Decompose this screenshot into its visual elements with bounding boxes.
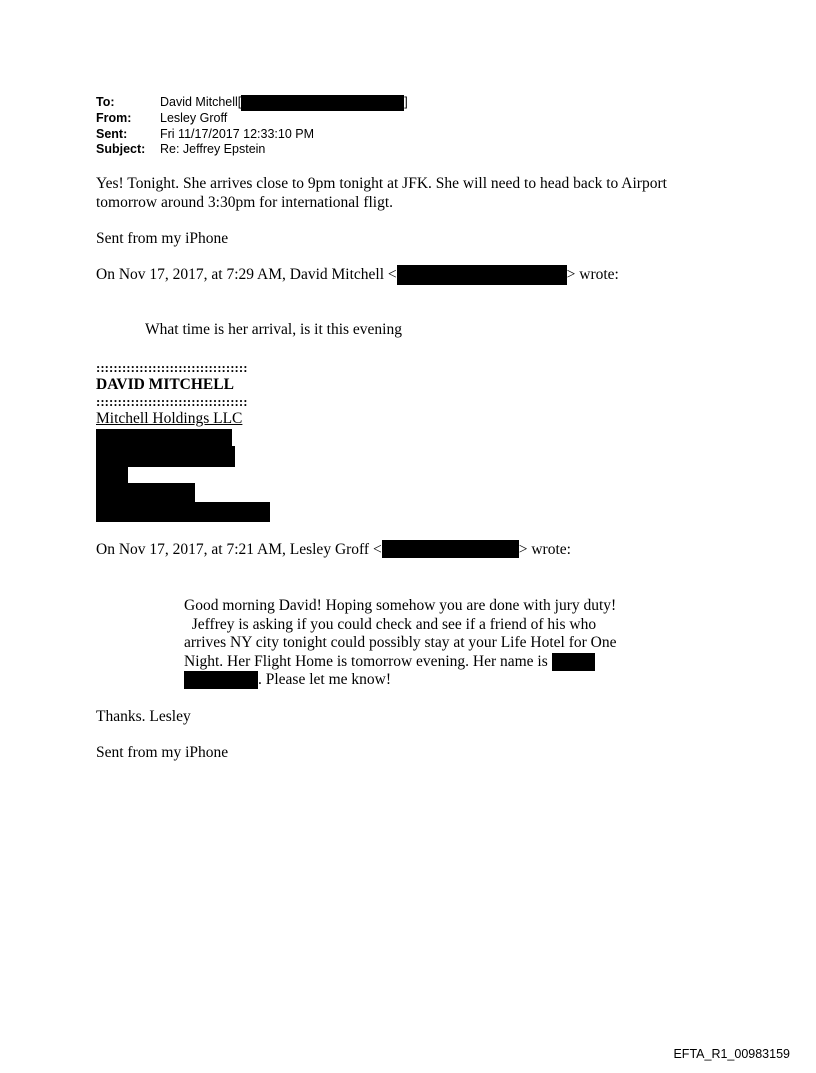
quote2-line-1: Good morning David! Hoping somehow you are done with jury duty! [184,597,617,614]
redaction-bar [96,483,195,502]
redaction-bar [96,467,128,483]
redaction-bar [397,265,567,285]
quote2-line-3: arrives NY city tonight could possibly stay at your Life Hotel for One [184,634,617,651]
quote1-attribution [96,266,736,285]
email-header [96,95,408,158]
subject-row [96,142,408,158]
quote2-line-2: Jeffrey is asking if you could check and see if a friend of his who [184,615,597,633]
quote2-line-4-text: Night. Her Flight Home is tomorrow evening. Her name is [184,652,552,670]
reply-body [96,175,736,212]
quote1-prefix: On Nov 17, 2017, at 7:29 AM, David Mitchell < [96,266,397,283]
from-label: From: [96,111,132,125]
quote2-signoff: Sent from my iPhone [96,744,229,761]
reply-signoff: Sent from my iPhone [96,230,229,247]
sent-value: Fri 11/17/2017 12:33:10 PM [160,126,315,141]
redaction-bar [96,429,232,446]
sent-label: Sent: [96,126,128,141]
quote2-line-5 [184,671,644,690]
redaction-bar [552,653,595,671]
document-id: EFTA_R1_00983159 [673,1047,790,1061]
signature-block [96,359,736,427]
sent-row [96,127,408,143]
quote2-line-4 [184,653,644,672]
to-row [96,95,408,111]
subject-label: Subject: [96,142,146,156]
signature-redactions [96,429,270,522]
quote2-suffix: > wrote: [518,541,571,558]
quote2-line-5-text: . Please let me know! [258,671,392,688]
from-row [96,111,408,127]
to-value [160,95,408,111]
reply-line-1: Yes! Tonight. She arrives close to 9pm tonight at JFK. She will need to head back to Airport [96,175,667,192]
quote2-attribution [96,541,736,560]
subject-value: Re: Jeffrey Epstein [160,142,266,156]
to-label: To: [96,95,115,109]
to-name: David Mitchell[ [160,95,242,109]
signature-dots-top: ::::::::::::::::::::::::::::::::::: [96,360,248,375]
redaction-bar [96,502,270,522]
redaction-bar [382,540,519,558]
to-close: ] [404,95,408,109]
quote2-thanks: Thanks. Lesley [96,708,191,725]
quote1-message: What time is her arrival, is it this evening [145,321,402,338]
signature-company: Mitchell Holdings LLC [96,410,243,427]
quote2-message [184,597,644,690]
reply-line-2: tomorrow around 3:30pm for international fligt. [96,193,394,211]
redaction-bar [184,671,258,689]
quote2-prefix: On Nov 17, 2017, at 7:21 AM, Lesley Groff < [96,541,382,558]
signature-dots-bottom: ::::::::::::::::::::::::::::::::::: [96,394,248,409]
from-value: Lesley Groff [160,111,228,125]
quote1-suffix: > wrote: [566,266,619,283]
signature-name: DAVID MITCHELL [96,376,234,393]
redaction-bar [96,446,235,467]
redaction-bar [241,95,404,111]
